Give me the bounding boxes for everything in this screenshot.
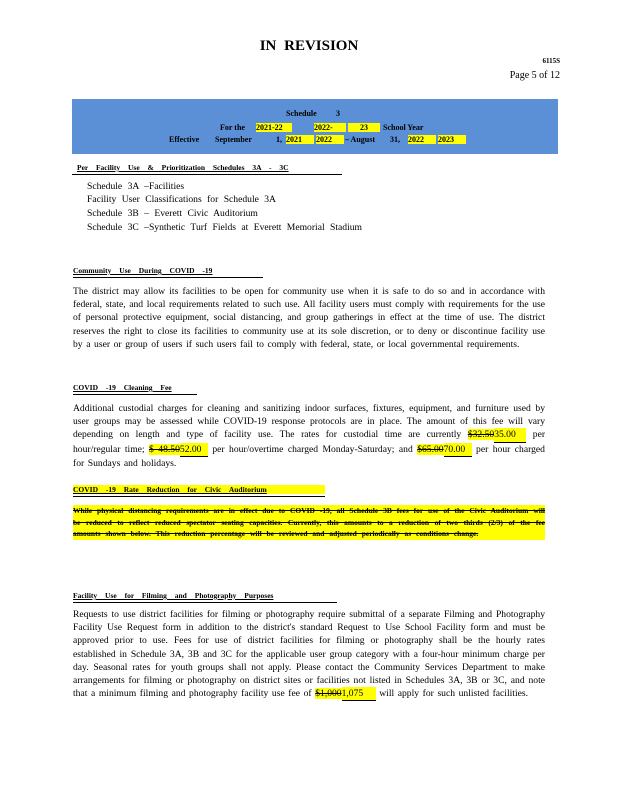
- rate-overtime-text: per hour/overtime: [212, 443, 284, 455]
- year-new-end: 23: [348, 123, 380, 132]
- heading-underline: [73, 602, 337, 603]
- and-text: and: [398, 443, 413, 455]
- list-item: Schedule 3B – Everett Civic Auditorium: [87, 208, 258, 219]
- per-facility-heading: Per Facility Use & Prioritization Schedules 3A - 3C: [77, 163, 289, 172]
- charged-weekday-text: charged Monday-Saturday;: [287, 443, 395, 455]
- heading-underline: [72, 174, 342, 175]
- filming-body: [73, 608, 545, 701]
- rate-sunday-new: 70.00: [444, 443, 472, 457]
- schedule-banner: [72, 99, 558, 154]
- heading-underline: [73, 496, 325, 497]
- end-2022: 2022: [408, 135, 436, 144]
- list-item: Facility User Classifications for Schedule 3A: [87, 194, 276, 205]
- heading-underline: [73, 277, 263, 278]
- end-2023: 2023: [438, 135, 466, 144]
- fee-new: 1,075: [342, 687, 376, 701]
- filming-text: Requests to use district facilities for filming or photography require submittal of a separate Filming and Photography Facility Use Request form in addition to the district's standard Request to Use School Facility form and must be approved prior to use. Fees for use of district facilities for filming or photography shall be the hourly rates established in Schedule 3A, 3B and 3C for the applicable user group category with a four-hour minimum charge per day. Seasonal rates for youth groups shall not apply. Please contact the Community Services Department to make arrangements for filming or photography on district sites or facilities not listed in Schedules 3A, 3B or 3C, and note that a minimum filming and photography facility use fee of: [73, 609, 545, 700]
- rate-sunday-old: $65.00: [417, 443, 444, 455]
- page-title: IN REVISION: [259, 38, 359, 54]
- community-use-body: The district may allow its facilities to be open for community use when it is safe to do so and in accordance with federal, state, and local requirements related to such use. All facility users must comply with requirements for the use of personal protective equipment, social distancing, and group gatherings in effect at the time of use. The district reserves the right to close its facilities to community use at its sole discretion, or to deny or discontinue facility use by a user or group of users if such users fail to comply with federal, state, or local governmental requirements.: [73, 286, 545, 350]
- rate-regular-text: per hour/regular time;: [73, 429, 546, 455]
- effective-label: Effective: [169, 135, 200, 144]
- list-item: Schedule 3A –Facilities: [87, 181, 185, 192]
- page-number: Page 5 of 12: [509, 70, 560, 81]
- year-2021: 2021: [286, 135, 314, 144]
- year-new-start: 2022-: [314, 123, 346, 132]
- policy-code: 6115S: [542, 57, 560, 65]
- list-item: Schedule 3C –Synthetic Turf Fields at Everett Memorial Stadium: [87, 222, 363, 233]
- september-label: September: [215, 135, 252, 144]
- cleaning-fee-text: Additional custodial charges for cleaning and sanitizing indoor surfaces, fixtures, equipment, and furniture used by user groups may be assessed while COVID-19 response protocols are in place. The amount of this fee will vary depending on length and type of facility use. The rates for custodial time are currently: [73, 403, 545, 441]
- community-use-heading: Community Use During COVID -19: [73, 266, 213, 275]
- school-year-label: School Year: [383, 123, 424, 132]
- rate-overtime-old: $ 48.50: [149, 443, 180, 455]
- rate-regular-old: $32.50: [467, 429, 495, 441]
- filming-heading: Facility Use for Filming and Photography Purposes: [73, 591, 274, 600]
- fee-old: $1,000: [315, 688, 342, 700]
- rate-sunday-text: per hour charged for Sundays and holidays.: [73, 443, 545, 469]
- for-the-label: For the: [220, 123, 245, 132]
- schedule-label: Schedule: [286, 109, 317, 118]
- day-31: 31,: [390, 135, 400, 144]
- year-2022: 2022: [316, 135, 344, 144]
- year-old: 2021-22: [256, 123, 292, 132]
- cleaning-fee-heading: COVID -19 Cleaning Fee: [73, 383, 172, 392]
- filming-end-text: will apply for such unlisted facilities.: [379, 688, 529, 700]
- august-label: – August: [345, 135, 376, 144]
- rate-reduction-heading: COVID -19 Rate Reduction for Civic Auditorium: [73, 485, 325, 494]
- rate-overtime-new: 52.00: [180, 443, 208, 457]
- rate-reduction-body: While physical distancing requirements are in effect due to COVID -19, all Schedule 3B fees for use of the Civic Auditorium will be reduced to reflect reduced spectator seating capacities. Currently, this amounts to a reduction of two thirds (2/3) of the fee amounts shown below. This reduction percentage will be reviewed and adjusted periodically as conditions change.: [73, 506, 545, 539]
- schedule-number: 3: [336, 109, 340, 118]
- rate-regular-new: 35.00: [494, 428, 526, 442]
- cleaning-fee-body: [73, 402, 545, 470]
- heading-underline: [73, 394, 197, 395]
- day-one: 1,: [276, 135, 282, 144]
